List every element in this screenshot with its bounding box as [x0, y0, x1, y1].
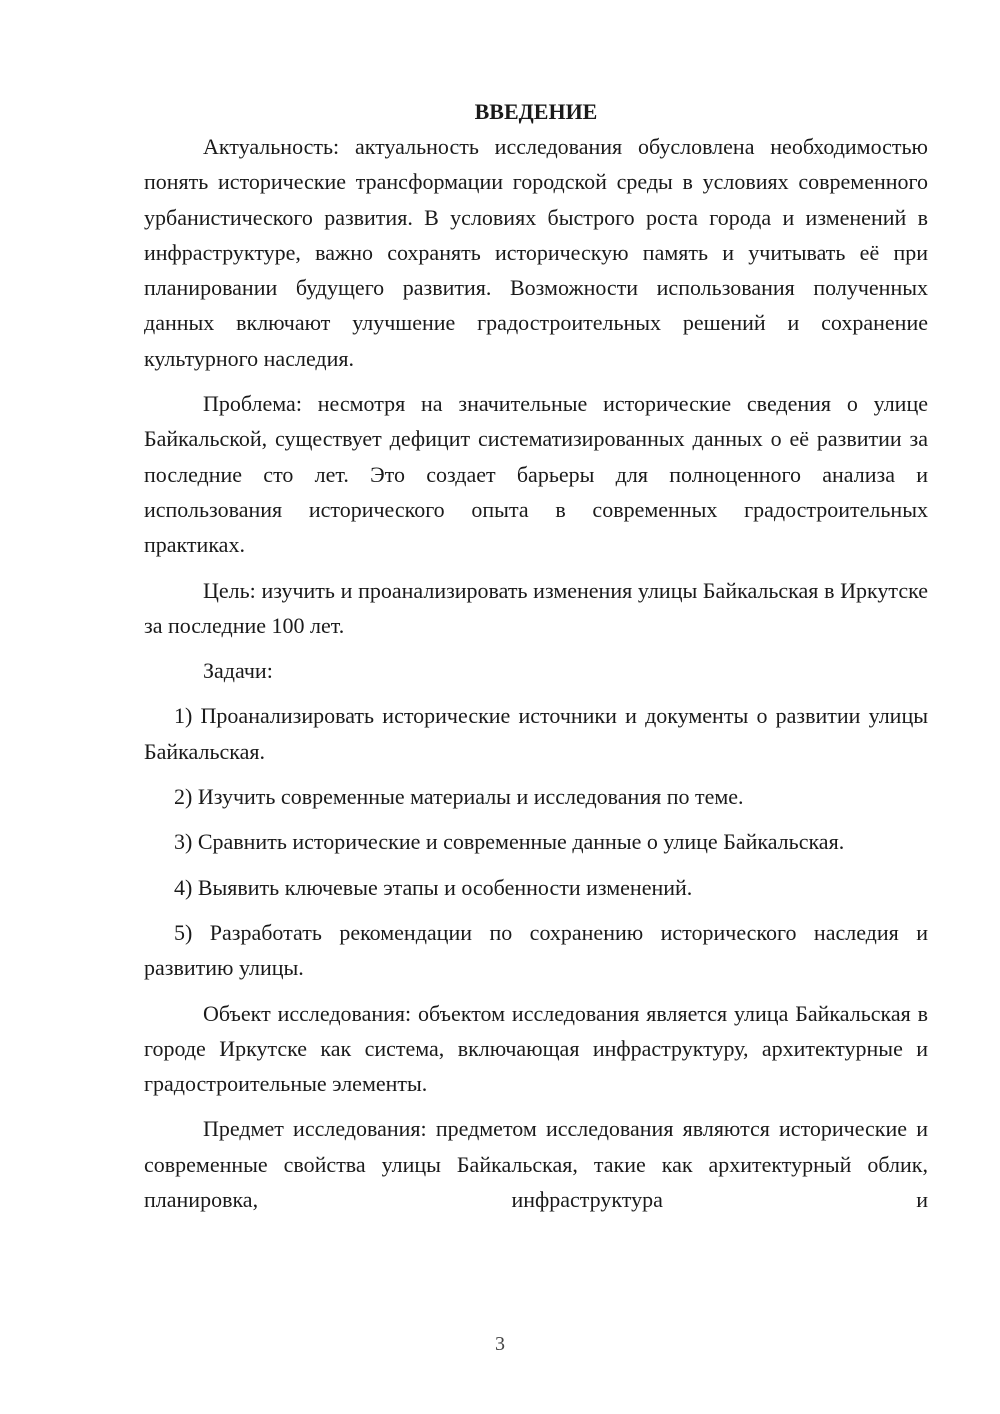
paragraph-relevance: Актуальность: актуальность исследования обусловлена необходимостью понять исторические трансформации городской среды в условиях современного урбанистического развития. В условиях быстрого роста города и изменений в инфраструктуре, важно сохранять историческую память и учитывать её при планировании будущего развития. Возможности использования полученных данных включают улучшение градостроительных решений и сохранение культурного наследия. — [144, 134, 928, 371]
page-number: 3 — [495, 1333, 505, 1355]
task-item-3: 3) Сравнить исторические и современные данные о улице Байкальская. — [174, 829, 845, 855]
paragraph-goal: Цель: изучить и проанализировать изменения улицы Байкальская в Иркутске за последние 100 лет. — [144, 577, 928, 638]
task-item-5: 5) Разработать рекомендации по сохранению исторического наследия и развитию улицы. — [144, 919, 928, 981]
page-content — [144, 94, 928, 1217]
paragraph-object: Объект исследования: объектом исследования является улица Байкальская в городе Иркутске как система, включающая инфраструктуру, архитектурные и градостроительные элементы. — [144, 1000, 928, 1097]
page-title: ВВЕДЕНИЕ — [474, 99, 598, 124]
paragraph-problem: Проблема: несмотря на значительные исторические сведения о улице Байкальской, существует дефицит систематизированных данных о её развитии за последние сто лет. Это создает барьеры для полноценного анализа и использования исторического опыта в современных градостроительных практиках. — [144, 391, 928, 558]
task-item-1: 1) Проанализировать исторические источники и документы о развитии улицы Байкальская. — [144, 703, 928, 764]
tasks-heading: Задачи: — [203, 658, 273, 684]
task-item-2: 2) Изучить современные материалы и исследования по теме. — [174, 784, 744, 810]
task-item-4: 4) Выявить ключевые этапы и особенности изменений. — [174, 874, 693, 900]
paragraph-subject: Предмет исследования: предметом исследования являются исторические и современные свойства улицы Байкальская, такие как архитектурный облик, планировка, инфраструктура и — [144, 1116, 928, 1213]
